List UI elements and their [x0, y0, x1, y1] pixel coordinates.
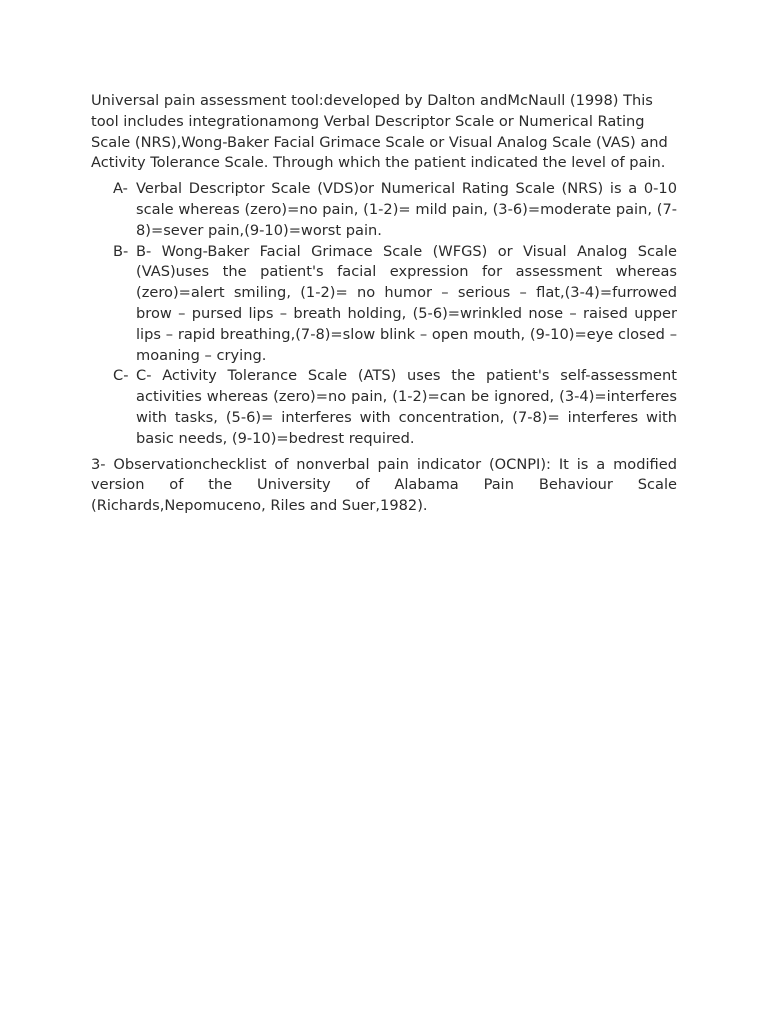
list-item-text: B- Wong-Baker Facial Grimace Scale (WFGS) or Visual Analog Scale (VAS)uses the patient's facial expression for assessment whereas (zero)=alert smiling, (1-2)= no humor – serious – flat,(3-4)=furrowed brow – pursed lips – breath holding, (5-6)=wrinkled nose – raised upper lips – rapid breathing,(7-8)=slow blink – open mouth, (9-10)=eye closed – moaning – crying. — [136, 242, 677, 364]
list-item-c — [91, 366, 677, 449]
scale-list — [91, 179, 677, 449]
document-page — [91, 91, 677, 517]
list-item-text: Verbal Descriptor Scale (VDS)or Numerical Rating Scale (NRS) is a 0-10 scale whereas (zero)=no pain, (1-2)= mild pain, (3-6)=moderate pain, (7-8)=sever pain,(9-10)=worst pain. — [136, 180, 677, 239]
list-item-a — [91, 179, 677, 241]
scale-list-wrapper — [91, 179, 677, 449]
list-marker: B- — [113, 242, 129, 260]
intro-paragraph: Universal pain assessment tool:developed by Dalton andMcNaull (1998) This tool includes integrationamong Verbal Descriptor Scale or Numerical Rating Scale (NRS),Wong-Baker Facial Grimace Scale or Visual Analog Scale (VAS) and Activity Tolerance Scale. Through which the patient indicated the level of pain. — [91, 92, 668, 172]
list-item-b — [91, 242, 677, 367]
list-item-text: C- Activity Tolerance Scale (ATS) uses the patient's self-assessment activities whereas (zero)=no pain, (1-2)=can be ignored, (3-4)=interferes with tasks, (5-6)= interferes with concentration, (7-8)= interferes with basic needs, (9-10)=bedrest required. — [136, 367, 677, 447]
observation-paragraph: 3- Observationchecklist of nonverbal pain indicator (OCNPI): It is a modified version of the University of Alabama Pain Behaviour Scale (Richards,Nepomuceno, Riles and Suer,1982). — [91, 455, 677, 515]
list-marker: A- — [113, 180, 128, 198]
list-marker: C- — [113, 367, 129, 385]
